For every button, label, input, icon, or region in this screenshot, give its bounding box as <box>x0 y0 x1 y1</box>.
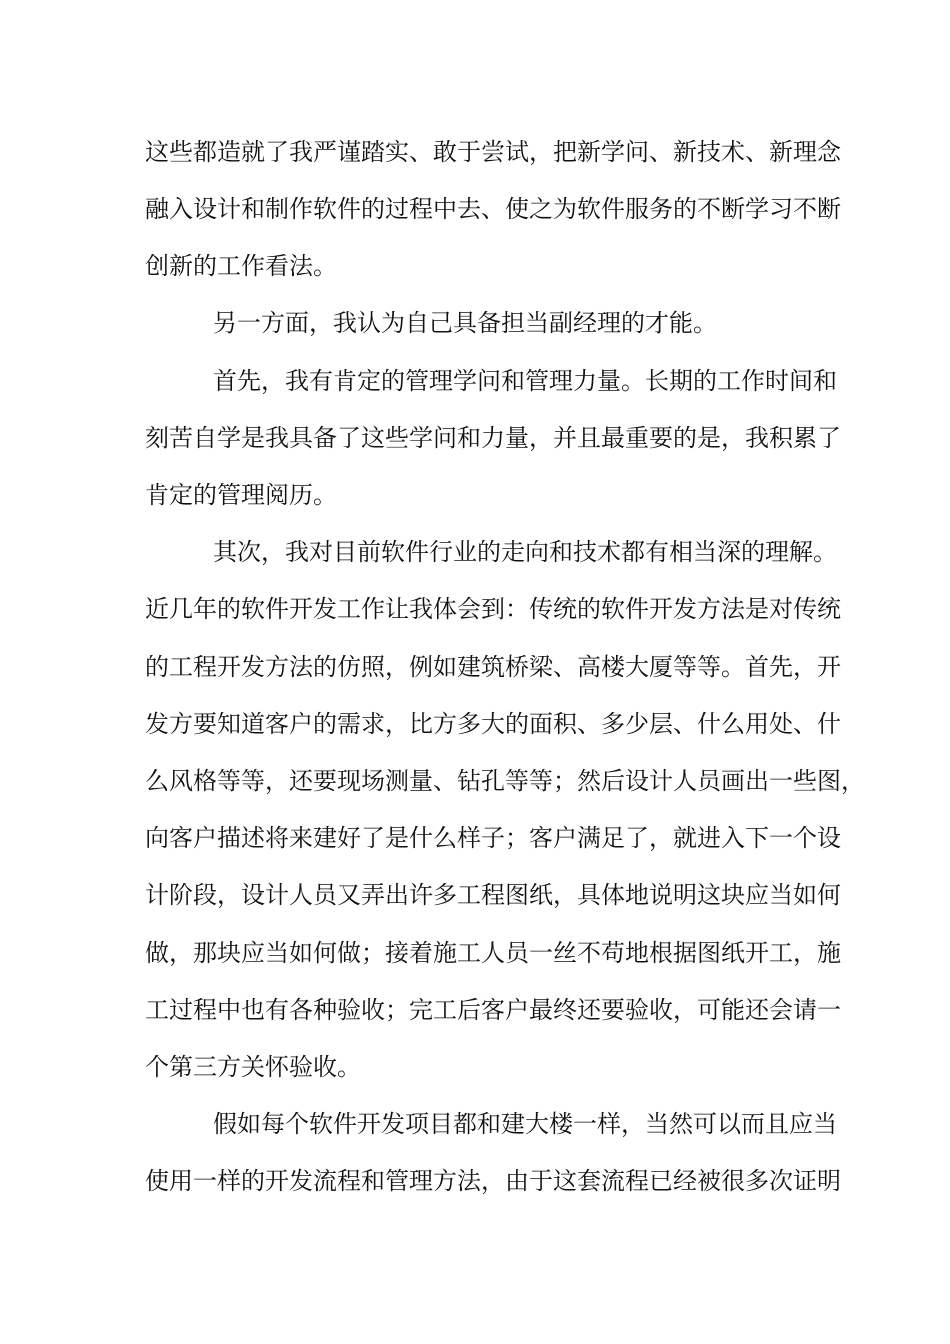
text-line: 其次，我对目前软件行业的走向和技术都有相当深的理解。 <box>213 538 837 566</box>
text-line: 发方要知道客户的需求，比方多大的面积、多少层、什么用处、什 <box>145 710 841 738</box>
text-line: 做，那块应当如何做；接着施工人员一丝不苟地根据图纸开工，施 <box>145 939 841 967</box>
text-line: 个第三方关怀验收。 <box>145 1053 361 1081</box>
text-line: 使用一样的开发流程和管理方法，由于这套流程已经被很多次证明 <box>145 1167 841 1195</box>
text-line: 假如每个软件开发项目都和建大楼一样，当然可以而且应当 <box>213 1110 837 1138</box>
text-line: 么风格等等，还要现场测量、钻孔等等；然后设计人员画出一些图， <box>145 767 865 795</box>
text-line: 工过程中也有各种验收；完工后客户最终还要验收，可能还会请一 <box>145 996 841 1024</box>
text-line: 近几年的软件开发工作让我体会到：传统的软件开发方法是对传统 <box>145 595 841 623</box>
text-line: 另一方面，我认为自己具备担当副经理的才能。 <box>213 309 717 337</box>
text-line: 的工程开发方法的仿照，例如建筑桥梁、高楼大厦等等。首先，开 <box>145 653 841 681</box>
text-line: 这些都造就了我严谨踏实、敢于尝试，把新学问、新技术、新理念 <box>145 138 841 166</box>
text-line: 计阶段，设计人员又弄出许多工程图纸，具体地说明这块应当如何 <box>145 881 841 909</box>
text-line: 向客户描述将来建好了是什么样子；客户满足了，就进入下一个设 <box>145 824 841 852</box>
text-line: 融入设计和制作软件的过程中去、使之为软件服务的不断学习不断 <box>145 195 841 223</box>
text-line: 刻苦自学是我具备了这些学问和力量，并且最重要的是，我积累了 <box>145 424 841 452</box>
text-line: 创新的工作看法。 <box>145 252 337 280</box>
text-line: 肯定的管理阅历。 <box>145 481 337 509</box>
text-line: 首先，我有肯定的管理学问和管理力量。长期的工作时间和 <box>213 367 837 395</box>
